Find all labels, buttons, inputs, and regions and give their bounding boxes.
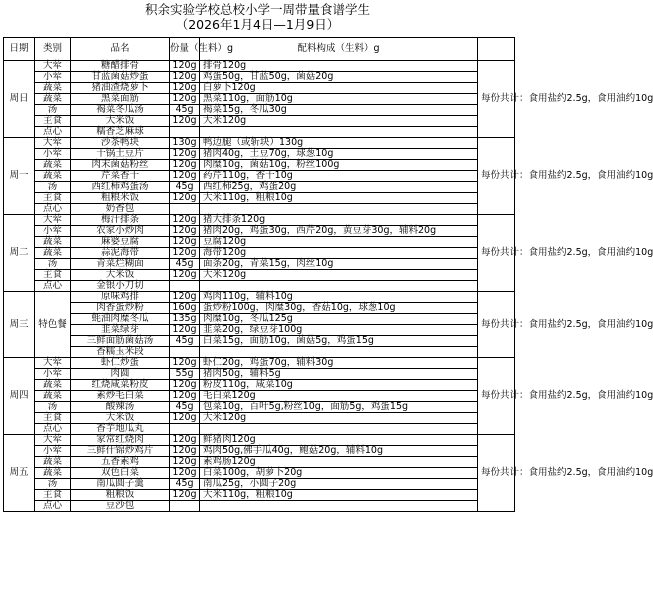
quantity-cell: 45g — [170, 105, 200, 116]
dish-name-cell: 家常红烧肉 — [71, 435, 170, 446]
quantity-cell: 120g — [170, 292, 200, 303]
dish-name-cell: 青菜烂糊面 — [71, 259, 170, 270]
menu-body — [4, 60, 653, 512]
ingredients-cell: 排骨120g — [200, 61, 478, 72]
table-row — [4, 270, 515, 281]
quantity-cell: 45g — [170, 479, 200, 490]
category-cell: 小荤 — [35, 149, 71, 160]
table-row — [4, 127, 515, 138]
category-cell: 汤 — [35, 105, 71, 116]
dish-name-cell: 甘蓝菌菇炒蛋 — [71, 72, 170, 83]
dish-name-cell: 南瓜圆子羹 — [71, 479, 170, 490]
ingredients-cell — [200, 204, 478, 215]
table-row — [4, 138, 515, 149]
table-row — [4, 83, 515, 94]
quantity-cell: 120g — [170, 435, 200, 446]
table-row — [4, 226, 515, 237]
dish-name-cell: 糖醋排骨 — [71, 61, 170, 72]
quantity-cell — [170, 204, 200, 215]
table-row — [4, 182, 515, 193]
table-row — [4, 281, 515, 292]
category-cell: 点心 — [35, 501, 71, 512]
table-row — [4, 248, 515, 259]
table-row — [4, 259, 515, 270]
table-row — [4, 358, 515, 369]
ingredients-cell: 猪大排条120g — [200, 215, 478, 226]
ingredients-cell: 肉糜10g，菌菇10g，粉丝100g — [200, 160, 478, 171]
ingredients-cell: 肉糜10g，冬瓜125g — [200, 314, 478, 325]
table-row — [4, 116, 515, 127]
dish-name-cell: 农家小炒肉 — [71, 226, 170, 237]
header-date: 日期 — [4, 38, 35, 61]
seasoning-note: 每份共计：食用盐约2.5g，食用油约10g — [478, 215, 515, 292]
seasoning-note: 每份共计：食用盐约2.5g，食用油约10g — [478, 435, 515, 512]
quantity-cell: 120g — [170, 72, 200, 83]
category-cell: 主食 — [35, 270, 71, 281]
table-row — [4, 490, 515, 501]
ingredients-cell — [200, 424, 478, 435]
quantity-cell: 120g — [170, 149, 200, 160]
quantity-cell: 120g — [170, 83, 200, 94]
ingredients-cell: 豆腐120g — [200, 237, 478, 248]
quantity-cell: 120g — [170, 446, 200, 457]
ingredients-cell: 素鸡肠120g — [200, 457, 478, 468]
ingredients-cell: 褐菜15g，冬瓜30g — [200, 105, 478, 116]
category-cell: 小荤 — [35, 369, 71, 380]
quantity-cell: 45g — [170, 336, 200, 347]
quantity-cell — [170, 424, 200, 435]
table-row — [4, 94, 515, 105]
category-cell: 蔬菜 — [35, 94, 71, 105]
ingredients-cell: 毛白菜120g — [200, 391, 478, 402]
quantity-cell: 135g — [170, 314, 200, 325]
dish-name-cell: 素炒毛白菜 — [71, 391, 170, 402]
quantity-cell: 120g — [170, 61, 200, 72]
category-cell: 汤 — [35, 479, 71, 490]
quantity-cell: 120g — [170, 413, 200, 424]
dish-name-cell: 原味鸡排 — [71, 292, 170, 303]
category-cell: 主食 — [35, 413, 71, 424]
quantity-cell: 55g — [170, 369, 200, 380]
dish-name-cell: 芹菜香干 — [71, 171, 170, 182]
header-dish: 品名 — [71, 38, 170, 61]
category-cell: 点心 — [35, 424, 71, 435]
dish-name-cell: 肉圆 — [71, 369, 170, 380]
category-cell: 蔬菜 — [35, 468, 71, 479]
category-cell: 点心 — [35, 127, 71, 138]
menu-title: 积余实验学校总校小学一周带量食谱学生 — [144, 2, 370, 17]
table-row — [4, 380, 515, 391]
table-row — [4, 237, 515, 248]
dish-name-cell: 双色白菜 — [71, 468, 170, 479]
dish-name-cell: 红烧咸菜粉皮 — [71, 380, 170, 391]
quantity-cell: 160g — [170, 303, 200, 314]
category-cell: 点心 — [35, 204, 71, 215]
table-row — [4, 501, 515, 512]
quantity-cell: 120g — [170, 160, 200, 171]
category-cell: 蔬菜 — [35, 380, 71, 391]
dish-name-cell: 蚝油肉糜冬瓜 — [71, 314, 170, 325]
category-cell: 小荤 — [35, 446, 71, 457]
table-row — [4, 72, 515, 83]
table-row — [4, 149, 515, 160]
table-row — [4, 215, 515, 226]
ingredients-cell: 粉皮110g，咸菜10g — [200, 380, 478, 391]
ingredients-cell: 鸭边腿（或斩块）130g — [200, 138, 478, 149]
table-row — [4, 204, 515, 215]
dish-name-cell: 肉末菌菇粉丝 — [71, 160, 170, 171]
dish-name-cell: 韭菜绿芽 — [71, 325, 170, 336]
dish-name-cell: 大米饭 — [71, 270, 170, 281]
category-cell: 蔬菜 — [35, 457, 71, 468]
ingredients-cell: 白萝卜120g — [200, 83, 478, 94]
dish-name-cell: 虾仁炒蛋 — [71, 358, 170, 369]
dish-name-cell: 香糯玉米段 — [71, 347, 170, 358]
dish-name-cell: 猪油渣烧萝卜 — [71, 83, 170, 94]
table-row — [4, 402, 515, 413]
dish-name-cell: 三鲜面筋菌菇汤 — [71, 336, 170, 347]
category-cell: 蔬菜 — [35, 83, 71, 94]
quantity-cell: 120g — [170, 171, 200, 182]
table-row — [4, 171, 515, 182]
dish-name-cell: 奶香包 — [71, 204, 170, 215]
quantity-cell: 120g — [170, 94, 200, 105]
dish-name-cell: 干锅土豆片 — [71, 149, 170, 160]
day-label: 周一 — [4, 138, 35, 215]
menu-date-range: （2026年1月4日—1月9日） — [175, 17, 340, 32]
dish-name-cell: 大米饭 — [71, 413, 170, 424]
quantity-cell: 120g — [170, 325, 200, 336]
ingredients-cell: 大米110g，粗粮10g — [200, 490, 478, 501]
category-cell: 主食 — [35, 490, 71, 501]
category-cell: 小荤 — [35, 226, 71, 237]
ingredients-cell: 包菜10g，百叶5g,粉丝10g，面筋5g，鸡蛋15g — [200, 402, 478, 413]
dish-name-cell: 肉香蛋炒粉 — [71, 303, 170, 314]
ingredients-cell: 大米120g — [200, 413, 478, 424]
category-cell: 蔬菜 — [35, 237, 71, 248]
day-label: 周五 — [4, 435, 35, 512]
ingredients-cell: 鸡肉50g,佛手瓜40g，鲍菇20g，辅料10g — [200, 446, 478, 457]
dish-name-cell: 蒜泥海带 — [71, 248, 170, 259]
table-row — [4, 347, 515, 358]
category-cell: 蔬菜 — [35, 160, 71, 171]
ingredients-cell: 大米120g — [200, 116, 478, 127]
dish-name-cell: 香芋地瓜丸 — [71, 424, 170, 435]
ingredients-cell: 药芹110g，香干10g — [200, 171, 478, 182]
ingredients-cell: 虾仁20g，鸡蛋70g，辅料30g — [200, 358, 478, 369]
category-cell: 蔬菜 — [35, 391, 71, 402]
category-cell: 大荤 — [35, 435, 71, 446]
ingredients-cell — [200, 347, 478, 358]
category-cell: 点心 — [35, 281, 71, 292]
dish-name-cell: 三鲜什锦炒鸡片 — [71, 446, 170, 457]
ingredients-cell — [200, 501, 478, 512]
header-note-blank — [478, 38, 515, 61]
category-cell: 大荤 — [35, 215, 71, 226]
quantity-cell — [170, 347, 200, 358]
table-row — [4, 435, 515, 446]
day-label: 周三 — [4, 292, 35, 358]
table-row — [4, 369, 515, 380]
quantity-cell: 45g — [170, 402, 200, 413]
dish-name-cell: 豆沙包 — [71, 501, 170, 512]
quantity-cell: 120g — [170, 391, 200, 402]
ingredients-cell: 蛋炒粉100g，肉糜30g，香菇10g，球葱10g — [200, 303, 478, 314]
header-category: 类别 — [35, 38, 71, 61]
table-row — [4, 303, 515, 314]
dish-name-cell: 五香素鸡 — [71, 457, 170, 468]
category-cell: 大荤 — [35, 138, 71, 149]
table-row — [4, 424, 515, 435]
quantity-cell: 45g — [170, 182, 200, 193]
ingredients-cell: 猪肉40g，土豆70g，球葱10g — [200, 149, 478, 160]
quantity-cell: 120g — [170, 226, 200, 237]
category-cell: 汤 — [35, 259, 71, 270]
table-header-row — [4, 38, 515, 61]
ingredients-cell: 西红柿25g，鸡蛋20g — [200, 182, 478, 193]
ingredients-cell: 猪肉50g，辅料5g — [200, 369, 478, 380]
ingredients-cell: 鸡肉110g，辅料10g — [200, 292, 478, 303]
quantity-cell: 120g — [170, 358, 200, 369]
table-row — [4, 314, 515, 325]
table-row — [4, 292, 515, 303]
quantity-cell: 120g — [170, 116, 200, 127]
quantity-cell: 130g — [170, 138, 200, 149]
ingredients-cell — [200, 281, 478, 292]
weekly-menu-table — [3, 37, 653, 512]
ingredients-cell: 鸡蛋50g，甘蓝50g，菌菇20g — [200, 72, 478, 83]
quantity-cell: 120g — [170, 237, 200, 248]
ingredients-cell: 白菜100g，胡萝卜20g — [200, 468, 478, 479]
seasoning-note: 每份共计：食用盐约2.5g，食用油约10g — [478, 358, 515, 435]
dish-name-cell: 麻婆豆腐 — [71, 237, 170, 248]
ingredients-cell: 面条20g，青菜15g，肉丝10g — [200, 259, 478, 270]
quantity-cell: 120g — [170, 215, 200, 226]
category-cell: 主食 — [35, 116, 71, 127]
category-cell: 大荤 — [35, 358, 71, 369]
table-row — [4, 457, 515, 468]
special-meal-label: 特色餐 — [35, 292, 71, 358]
dish-name-cell: 西红柿鸡蛋汤 — [71, 182, 170, 193]
dish-name-cell: 梅汁排条 — [71, 215, 170, 226]
quantity-cell — [170, 281, 200, 292]
ingredients-cell: 鲜猪肉120g — [200, 435, 478, 446]
seasoning-note: 每份共计：食用盐约2.5g，食用油约10g — [478, 61, 515, 138]
ingredients-cell: 南瓜25g，小圆子20g — [200, 479, 478, 490]
category-cell: 小荤 — [35, 72, 71, 83]
quantity-cell: 120g — [170, 193, 200, 204]
quantity-cell: 120g — [170, 380, 200, 391]
quantity-cell — [170, 127, 200, 138]
table-row — [4, 325, 515, 336]
table-row — [4, 160, 515, 171]
category-cell: 蔬菜 — [35, 248, 71, 259]
quantity-cell — [170, 501, 200, 512]
dish-name-cell: 黑菜面筋 — [71, 94, 170, 105]
category-cell: 蔬菜 — [35, 171, 71, 182]
dish-name-cell: 褐菜冬瓜汤 — [71, 105, 170, 116]
day-label: 周二 — [4, 215, 35, 292]
table-row — [4, 413, 515, 424]
category-cell: 主食 — [35, 193, 71, 204]
dish-name-cell: 粗粮饭 — [71, 490, 170, 501]
table-row — [4, 446, 515, 457]
category-cell: 汤 — [35, 402, 71, 413]
category-cell: 大荤 — [35, 61, 71, 72]
dish-name-cell: 大米饭 — [71, 116, 170, 127]
ingredients-cell: 韭菜20g，绿豆芽100g — [200, 325, 478, 336]
dish-name-cell: 沙茶鸭块 — [71, 138, 170, 149]
ingredients-cell: 大米120g — [200, 270, 478, 281]
seasoning-note: 每份共计：食用盐约2.5g，食用油约10g — [478, 138, 515, 215]
quantity-cell: 120g — [170, 490, 200, 501]
table-row — [4, 468, 515, 479]
day-label: 周四 — [4, 358, 35, 435]
quantity-cell: 120g — [170, 248, 200, 259]
document-title-block — [0, 0, 515, 32]
ingredients-cell — [200, 127, 478, 138]
dish-name-cell: 酸辣汤 — [71, 402, 170, 413]
header-ingredients: 配料构成（生料）g — [200, 38, 478, 61]
table-row — [4, 336, 515, 347]
ingredients-cell: 白菜15g，面筋10g，菌菇5g，鸡蛋15g — [200, 336, 478, 347]
dish-name-cell: 糯香芝麻球 — [71, 127, 170, 138]
dish-name-cell: 金银小刀切 — [71, 281, 170, 292]
quantity-cell: 120g — [170, 468, 200, 479]
ingredients-cell: 猪肉20g，鸡蛋30g，西芹20g，黄豆芽30g，辅料20g — [200, 226, 478, 237]
category-cell: 汤 — [35, 182, 71, 193]
ingredients-cell: 黑菜110g，面筋10g — [200, 94, 478, 105]
dish-name-cell: 粗粮米饭 — [71, 193, 170, 204]
quantity-cell: 45g — [170, 259, 200, 270]
table-row — [4, 105, 515, 116]
header-quantity: 份量（生料）g — [170, 38, 200, 61]
seasoning-note: 每份共计：食用盐约2.5g，食用油约10g — [478, 292, 515, 358]
table-row — [4, 193, 515, 204]
quantity-cell: 120g — [170, 457, 200, 468]
ingredients-cell: 大米110g，粗粮10g — [200, 193, 478, 204]
quantity-cell: 120g — [170, 270, 200, 281]
table-row — [4, 391, 515, 402]
ingredients-cell: 海带120g — [200, 248, 478, 259]
table-row — [4, 61, 515, 72]
day-label: 周日 — [4, 61, 35, 138]
table-row — [4, 479, 515, 490]
